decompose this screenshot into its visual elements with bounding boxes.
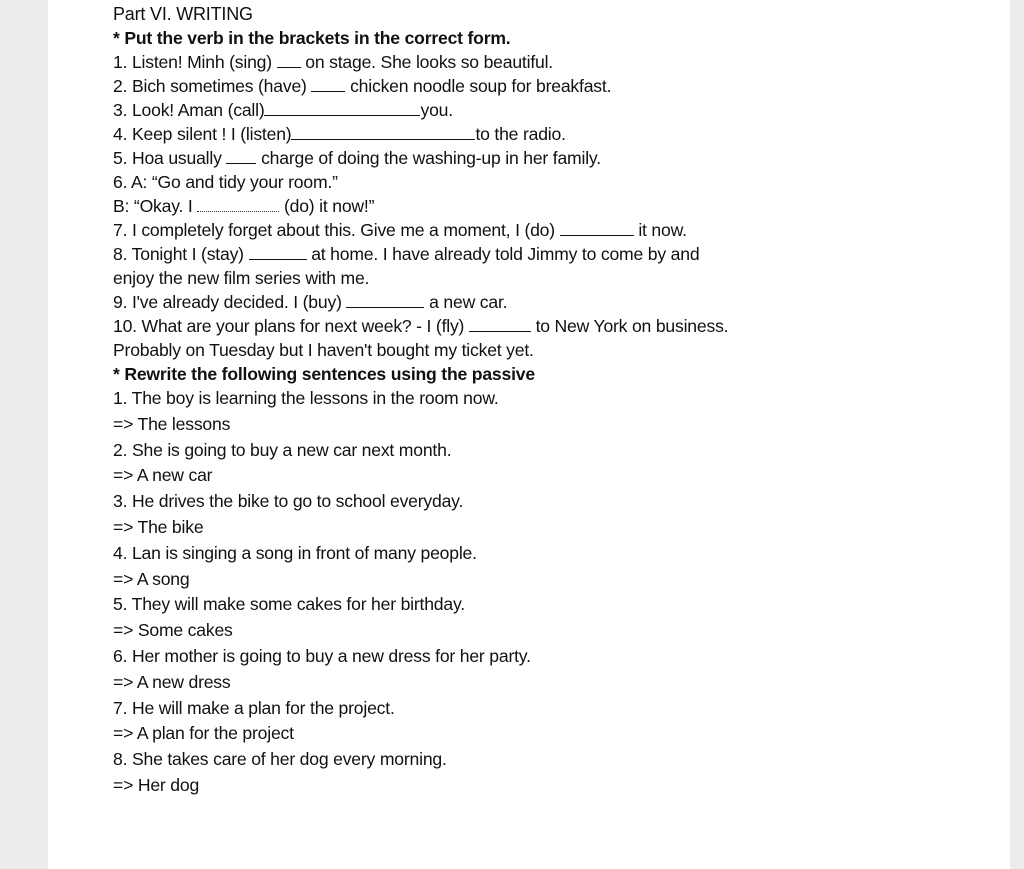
item-text: B: “Okay. I [113,196,198,216]
worksheet-content [113,2,953,799]
item-text: to New York on business. [530,316,729,336]
passive-answer-prompt: => A new car [113,465,213,486]
answer-blank[interactable] [277,52,301,68]
answer-blank[interactable] [560,220,634,236]
answer-blank[interactable] [249,244,307,260]
answer-blank[interactable] [264,100,420,116]
exercise-item-3 [113,98,953,122]
passive-answer-prompt: => The bike [113,516,204,537]
exercise-item-10-continued: Probably on Tuesday but I haven't bought my ticket yet. [113,340,534,360]
passive-sentence: 2. She is going to buy a new car next month. [113,439,452,460]
passive-sentence: 8. She takes care of her dog every morning. [113,749,447,770]
answer-dotted-blank[interactable] [197,198,279,212]
item-text: 1. Listen! Minh (sing) [113,52,277,72]
section-heading-passive: * Rewrite the following sentences using the passive [113,364,535,384]
item-text: 2. Bich sometimes (have) [113,76,312,96]
item-text: chicken noodle soup for breakfast. [345,76,612,96]
answer-blank[interactable] [469,316,531,332]
passive-sentence: 1. The boy is learning the lessons in the room now. [113,388,499,408]
passive-answer-prompt: => Her dog [113,774,200,795]
passive-answer-prompt: => A new dress [113,671,231,692]
item-text: you. [420,100,453,120]
item-text: 6. A: “Go and tidy your room.” [113,172,338,192]
answer-blank[interactable] [311,76,345,92]
exercise-item-1 [113,50,953,74]
item-text: at home. I have already told Jimmy to come by and [306,244,700,264]
item-text: a new car. [424,292,508,312]
exercise-item-2 [113,74,953,98]
exercise-item-9 [113,290,953,314]
exercise-item-6b [113,194,953,218]
item-text: charge of doing the washing-up in her family. [256,148,601,168]
passive-answer-prompt: => The lessons [113,413,231,434]
answer-blank[interactable] [346,292,424,308]
item-text: on stage. She looks so beautiful. [300,52,553,72]
exercise-item-5 [113,146,953,170]
page-title: Part VI. WRITING [113,4,253,24]
exercise-item-10 [113,314,953,338]
item-text: 9. I've already decided. I (buy) [113,292,347,312]
item-text: 5. Hoa usually [113,148,227,168]
item-text: 10. What are your plans for next week? - I (fly) [113,316,469,336]
exercise-item-6a [113,170,953,194]
item-text: to the radio. [475,124,566,144]
answer-blank[interactable] [291,124,475,140]
exercise-item-8 [113,242,953,266]
passive-answer-prompt: => A plan for the project [113,723,294,744]
passive-sentence: 3. He drives the bike to go to school everyday. [113,491,464,512]
item-text: it now. [633,220,687,240]
item-text: 4. Keep silent ! I (listen) [113,124,292,144]
passive-sentence: 4. Lan is singing a song in front of many people. [113,542,477,563]
passive-answer-prompt: => Some cakes [113,620,233,641]
passive-sentence: 5. They will make some cakes for her birthday. [113,594,465,615]
passive-sentence: 7. He will make a plan for the project. [113,697,395,718]
section-heading-verb-forms: * Put the verb in the brackets in the correct form. [113,28,511,48]
passive-exercise-list [113,386,953,799]
passive-sentence: 6. Her mother is going to buy a new dress for her party. [113,645,531,666]
exercise-item-7 [113,218,953,242]
item-text: 3. Look! Aman (call) [113,100,265,120]
passive-answer-prompt: => A song [113,568,190,589]
item-text: (do) it now!” [279,196,375,216]
answer-blank[interactable] [226,148,256,164]
exercise-item-4 [113,122,953,146]
exercise-item-8-continued: enjoy the new film series with me. [113,268,370,288]
item-text: 7. I completely forget about this. Give me a moment, I (do) [113,220,560,240]
item-text: 8. Tonight I (stay) [113,244,249,264]
